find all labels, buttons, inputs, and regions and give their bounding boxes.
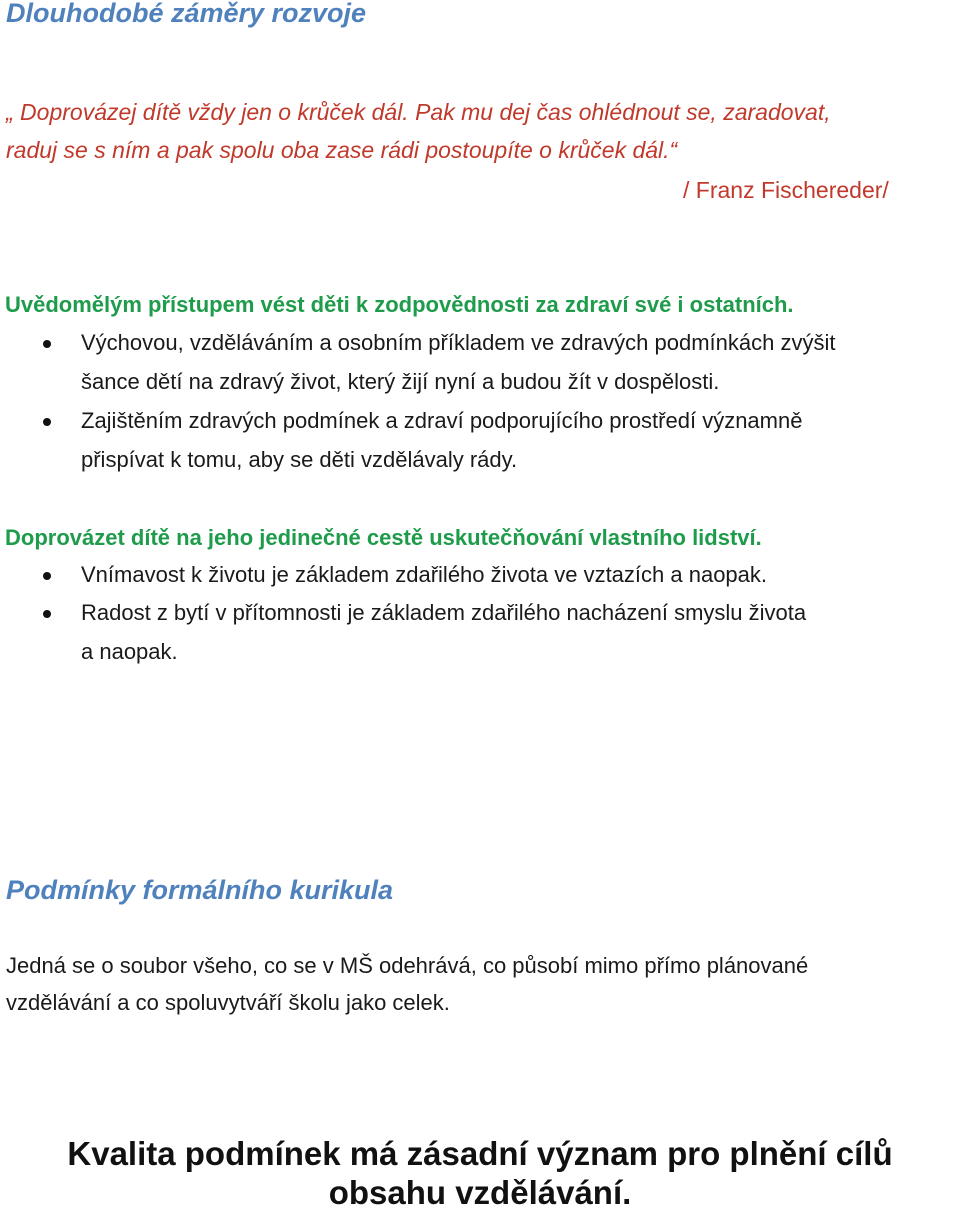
section-2-bullet-2-line-2: a naopak. <box>81 639 178 664</box>
bullet-icon <box>43 610 51 618</box>
closing-line-2: obsahu vzdělávání. <box>328 1174 632 1211</box>
section-1-bullet-1-line-1: Výchovou, vzděláváním a osobním příkladem ve zdravých podmínkách zvýšit <box>81 330 836 355</box>
closing-line-1: Kvalita podmínek má zásadní význam pro plnění cílů <box>67 1135 893 1172</box>
section-1-heading: Uvědomělým přístupem vést děti k zodpovědnosti za zdraví své i ostatních. <box>5 292 794 317</box>
section-1-bullet-1-line-2: šance dětí na zdravý život, který žijí nyní a budou žít v dospělosti. <box>81 369 720 394</box>
bullet-icon <box>43 572 51 580</box>
page-title: Dlouhodobé záměry rozvoje <box>6 0 367 28</box>
bullet-icon <box>43 418 51 426</box>
section-1-bullet-2-line-1: Zajištěním zdravých podmínek a zdraví podporujícího prostředí významně <box>81 408 803 433</box>
paragraph-line-1: Jedná se o soubor všeho, co se v MŠ odehrává, co působí mimo přímo plánované <box>6 953 809 978</box>
section-2-bullet-2-line-1: Radost z bytí v přítomnosti je základem zdařilého nacházení smyslu života <box>81 600 807 625</box>
section-1-bullet-2-line-2: přispívat k tomu, aby se děti vzdělávaly rády. <box>81 447 518 472</box>
section-2-heading: Doprovázet dítě na jeho jedinečné cestě uskutečňování vlastního lidství. <box>5 525 762 550</box>
section-title: Podmínky formálního kurikula <box>6 875 394 905</box>
bullet-icon <box>43 340 51 348</box>
quote-author: / Franz Fischereder/ <box>683 177 889 203</box>
section-2-bullet-1-line-1: Vnímavost k životu je základem zdařilého života ve vztazích a naopak. <box>81 562 768 587</box>
quote-line-1: „ Doprovázej dítě vždy jen o krůček dál. Pak mu dej čas ohlédnout se, zaradovat, <box>6 99 831 125</box>
quote-line-2: raduj se s ním a pak spolu oba zase rádi postoupíte o krůček dál.“ <box>6 137 678 163</box>
paragraph-line-2: vzdělávání a co spoluvytváří školu jako celek. <box>6 990 450 1015</box>
